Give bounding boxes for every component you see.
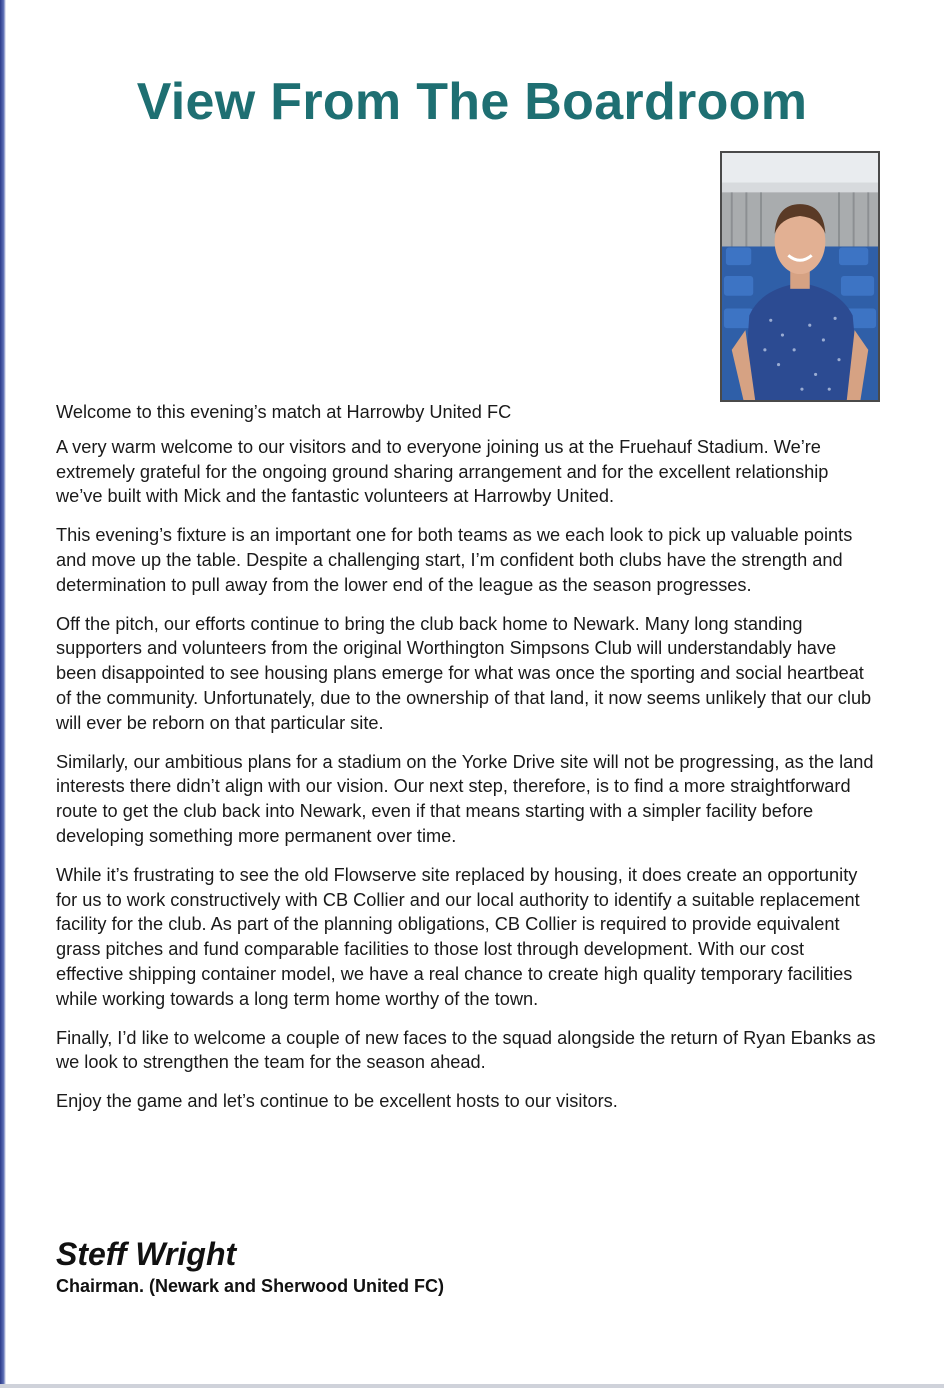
paragraph-welcome: A very warm welcome to our visitors and to everyone joining us at the Fruehauf Stadium. We’re extremely grateful for the ongoing ground sharing arrangement and for the excellent relationship we’ve built with Mick and the fantastic volunteers at Harrowby United. bbox=[56, 436, 829, 507]
page-edge-bottom bbox=[0, 1384, 944, 1388]
signature-name: Steff Wright bbox=[56, 1236, 237, 1272]
signature-role: Chairman. (Newark and Sherwood United FC) bbox=[56, 1276, 445, 1296]
paragraph-off-the-pitch: Off the pitch, our efforts continue to bring the club back home to Newark. Many long standing supporters and volunteers from the original Worthington Simpsons Club will understandably have been disappointed to see housing plans emerge for what was once the sporting and social heartbeat of the community. Unfortunately, due to the ownership of that land, it now seems unlikely that our club will ever be reborn on that particular site. bbox=[56, 613, 872, 733]
page-title: View From The Boardroom bbox=[136, 73, 808, 131]
paragraph-fixture: This evening’s fixture is an important one for both teams as we each look to pick up valuable points and move up the table. Despite a challenging start, I’m confident both clubs have the strength and determination to pull away from the lower end of the league as the season progresses. bbox=[56, 525, 853, 595]
article-body bbox=[56, 400, 876, 1128]
paragraph-flowserve-site: While it’s frustrating to see the old Flowserve site replaced by housing, it does create an opportunity for us to work constructively with CB Collier and our local authority to identify a suitable replacement facility for the club. As part of the planning obligations, CB Collier is required to provide equivalent grass pitches and fund comparable facilities to those lost through development. With our cost effective shipping container model, we have a real chance to create high quality temporary facilities while working towards a long term home worthy of the town. bbox=[56, 864, 860, 1009]
page-edge-binding bbox=[0, 0, 6, 1388]
chairman-photo bbox=[720, 151, 880, 402]
chairman-photo-image bbox=[722, 153, 878, 400]
paragraph-squad: Finally, I’d like to welcome a couple of new faces to the squad alongside the return of Ryan Ebanks as we look to strengthen the team for the season ahead. bbox=[56, 1027, 876, 1073]
signature-block bbox=[56, 1234, 444, 1298]
paragraph-stadium-plans: Similarly, our ambitious plans for a stadium on the Yorke Drive site will not be progressing, as the land interests there didn’t align with our vision. Our next step, therefore, is to find a more straightforward route to get the club back into Newark, even if that means starting with a simpler facility before developing something more permanent over time. bbox=[56, 751, 874, 846]
paragraph-greeting: Welcome to this evening’s match at Harrowby United FC bbox=[56, 402, 512, 422]
paragraph-closing: Enjoy the game and let’s continue to be excellent hosts to our visitors. bbox=[56, 1091, 618, 1112]
